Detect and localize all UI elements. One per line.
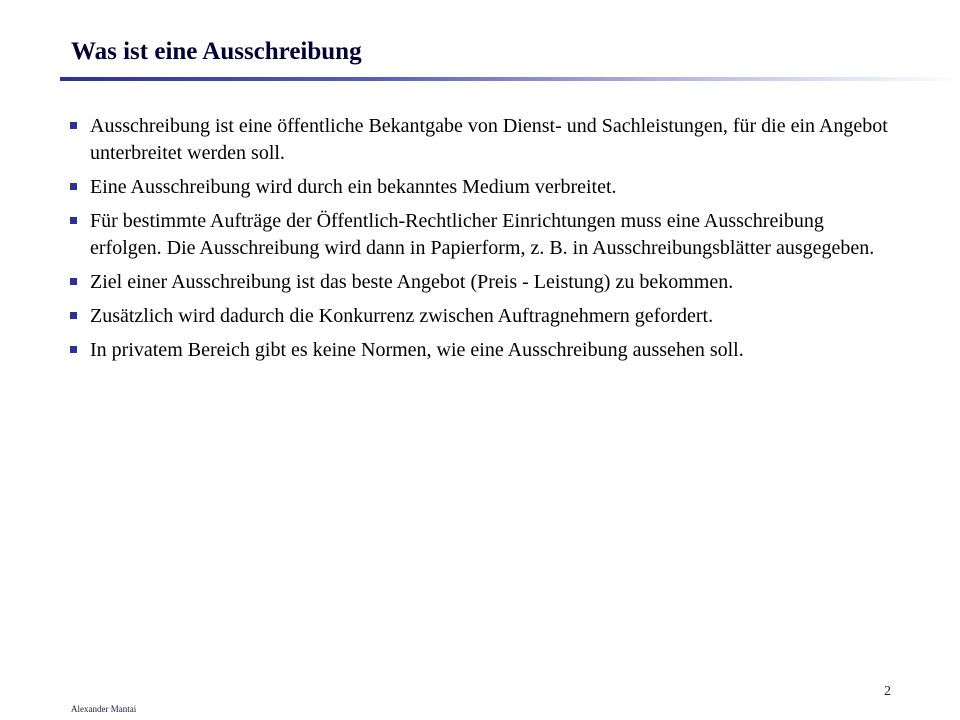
bullet-text: Eine Ausschreibung wird durch ein bekanntes Medium verbreitet. [90, 176, 617, 198]
bullet-text: In privatem Bereich gibt es keine Normen, wie eine Ausschreibung aussehen soll. [90, 339, 744, 361]
bullet-text: Ausschreibung ist eine öffentliche Bekantgabe von Dienst- und Sachleistungen, für die ein Angebot unterbreitet werden soll. [90, 115, 888, 164]
page-number: 2 [884, 684, 891, 699]
bullet-item [70, 303, 890, 330]
slide-title: Was ist eine Ausschreibung [71, 38, 362, 65]
square-bullet-icon [70, 278, 77, 285]
bullet-text: Zusätzlich wird dadurch die Konkurrenz zwischen Auftragnehmern gefordert. [90, 305, 714, 327]
square-bullet-icon [70, 122, 77, 129]
bullet-item [70, 337, 890, 364]
author-footer: Alexander Mantai [71, 704, 137, 714]
square-bullet-icon [70, 183, 77, 190]
square-bullet-icon [70, 346, 77, 353]
bullet-item [70, 113, 890, 167]
title-underline-rule [60, 77, 960, 81]
bullet-item [70, 269, 890, 296]
bullet-item [70, 208, 890, 262]
bullet-list [70, 113, 890, 371]
bullet-item [70, 174, 890, 201]
bullet-text: Für bestimmte Aufträge der Öffentlich-Rechtlicher Einrichtungen muss eine Ausschreibung erfolgen. Die Ausschreibung wird dann in Papierform, z. B. in Ausschreibungsblätter ausgegeben. [90, 210, 875, 259]
square-bullet-icon [70, 217, 77, 224]
bullet-text: Ziel einer Ausschreibung ist das beste Angebot (Preis - Leistung) zu bekommen. [90, 271, 734, 293]
square-bullet-icon [70, 312, 77, 319]
